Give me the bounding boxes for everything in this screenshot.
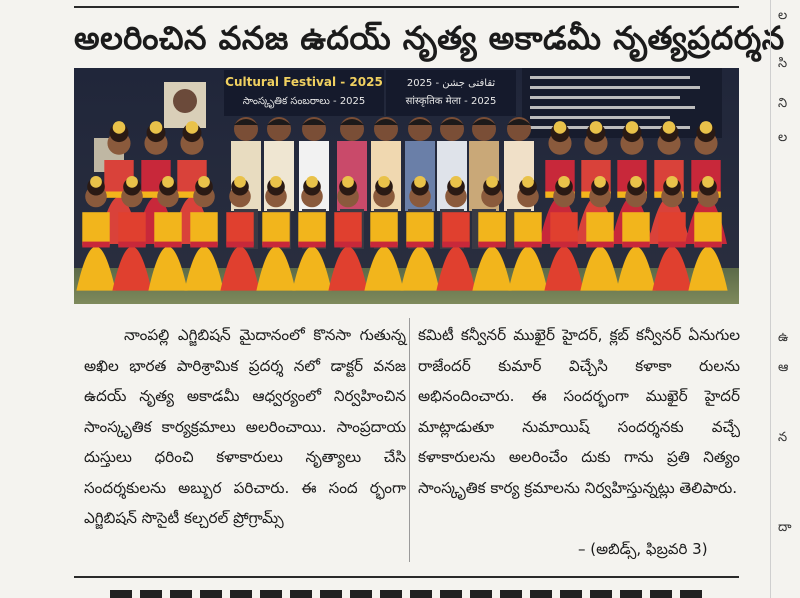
article-dateline: – (అబిడ్స్, ఫిబ్రవరి 3) [578, 540, 708, 558]
dance-group-photo [74, 68, 739, 304]
margin-fragment: న [778, 430, 788, 445]
banner-urdu: ثقافتی جشن - 2025 [406, 78, 496, 89]
next-article-headline-cropped [110, 584, 710, 598]
top-rule [74, 6, 739, 8]
banner-right [386, 70, 516, 116]
article-body-right: కమిటీ కన్వీనర్ ముఖైర్ హైదర్, క్లబ్ కన్వీనర్ ఏనుగుల రాజేందర్ కుమార్ విచ్చేసి కళాకా రులను అభినందించారు. ఈ సందర్భంగా ముఖైర్ హైదర్ మాట్లాడుతూ నుమాయిష్ సందర్శనకు వచ్చే కళాకారులను అలరించేం దుకు గాను ప్రతి నిత్యం సాంస్కృతిక కార్య క్రమాలను నిర్వహిస్తున్నట్లు తెలిపారు. [418, 326, 740, 497]
margin-fragment: ని [778, 96, 788, 111]
margin-fragment: ఆ [778, 360, 789, 375]
banner-hindi: सांस्कृतिक मेला - 2025 [405, 96, 497, 107]
margin-fragment: ల [778, 130, 788, 145]
banner-english: Cultural Festival - 2025 [225, 75, 383, 89]
adjacent-column-edge [770, 0, 800, 598]
margin-fragment: ఉ [778, 330, 789, 345]
column-divider [409, 318, 410, 562]
bottom-rule [74, 576, 739, 578]
margin-fragment: సి [778, 56, 788, 71]
margin-fragment: దా [778, 520, 792, 535]
news-photo [74, 68, 739, 304]
margin-fragment: ల [778, 8, 788, 23]
article-headline: అలరించిన వనజ ఉదయ్ నృత్య అకాడమీ నృత్యప్రదర్శన [74, 19, 785, 57]
banner-telugu: సాంస్కృతిక సంబరాలు - 2025 [242, 96, 366, 107]
article-body-left: నాంపల్లి ఎగ్జిబిషన్ మైదానంలో కొనసా గుతున్న అఖిల భారత పారిశ్రామిక ప్రదర్శ నలో డాక్టర్ వనజ ఉదయ్ నృత్య అకాడమీ ఆధ్వర్యంలో నిర్వహించిన సాంస్కృతిక కార్యక్రమాలు అలరించాయి. సాంప్రదాయ దుస్తులు ధరించి కళాకారులు నృత్యాలు చేసి సందర్శకులను అబ్బుర పరిచారు. ఈ సంద ర్భంగా ఎగ్జిబిషన్ సొసైటీ కల్చరల్ ప్రోగ్రామ్స్ [84, 326, 406, 527]
